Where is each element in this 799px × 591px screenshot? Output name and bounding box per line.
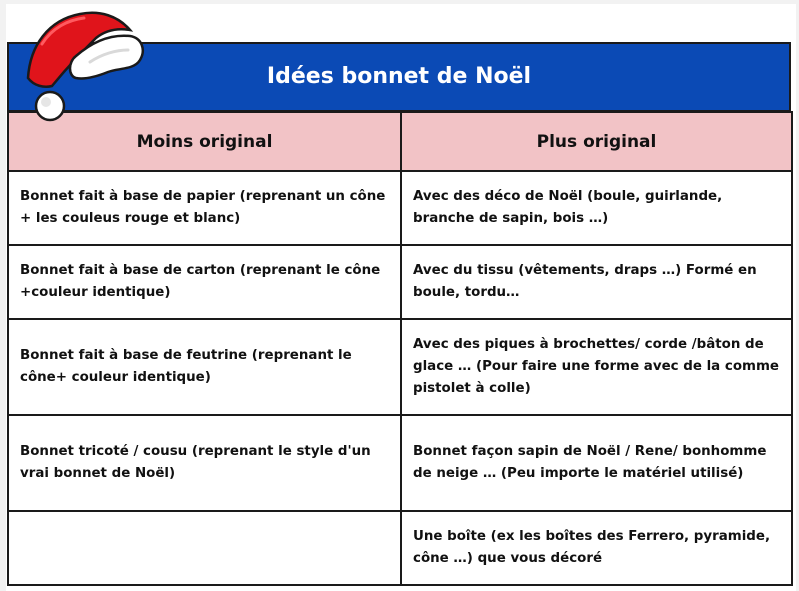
cell-more-original: Bonnet façon sapin de Noël / Rene/ bonhomme de neige … (Peu importe le matériel utilisé) (401, 415, 792, 511)
santa-hat-icon (18, 6, 148, 128)
cell-more-original: Avec des déco de Noël (boule, guirlande, branche de sapin, bois …) (401, 171, 792, 245)
cell-more-original: Avec des piques à brochettes/ corde /bâton de glace … (Pour faire une forme avec de la comme pistolet à colle) (401, 319, 792, 415)
table-row (8, 171, 792, 245)
cell-less-original: Bonnet tricoté / cousu (reprenant le style d'un vrai bonnet de Noël) (8, 415, 401, 511)
cell-less-original: Bonnet fait à base de carton (reprenant le cône +couleur identique) (8, 245, 401, 319)
cell-more-original: Avec du tissu (vêtements, draps …) Formé en boule, tordu… (401, 245, 792, 319)
table-row (8, 415, 792, 511)
cell-less-original: Bonnet fait à base de feutrine (reprenant le cône+ couleur identique) (8, 319, 401, 415)
table-row (8, 319, 792, 415)
cell-less-original: Bonnet fait à base de papier (reprenant un cône + les couleus rouge et blanc) (8, 171, 401, 245)
page-title: Idées bonnet de Noël (7, 42, 791, 112)
header-more-original: Plus original (401, 112, 792, 171)
cell-more-original: Une boîte (ex les boîtes des Ferrero, pyramide, cône …) que vous décoré (401, 511, 792, 585)
header-less-original: Moins original (8, 112, 401, 171)
ideas-table (7, 111, 793, 586)
cell-less-original (8, 511, 401, 585)
table-row (8, 245, 792, 319)
table-row (8, 511, 792, 585)
